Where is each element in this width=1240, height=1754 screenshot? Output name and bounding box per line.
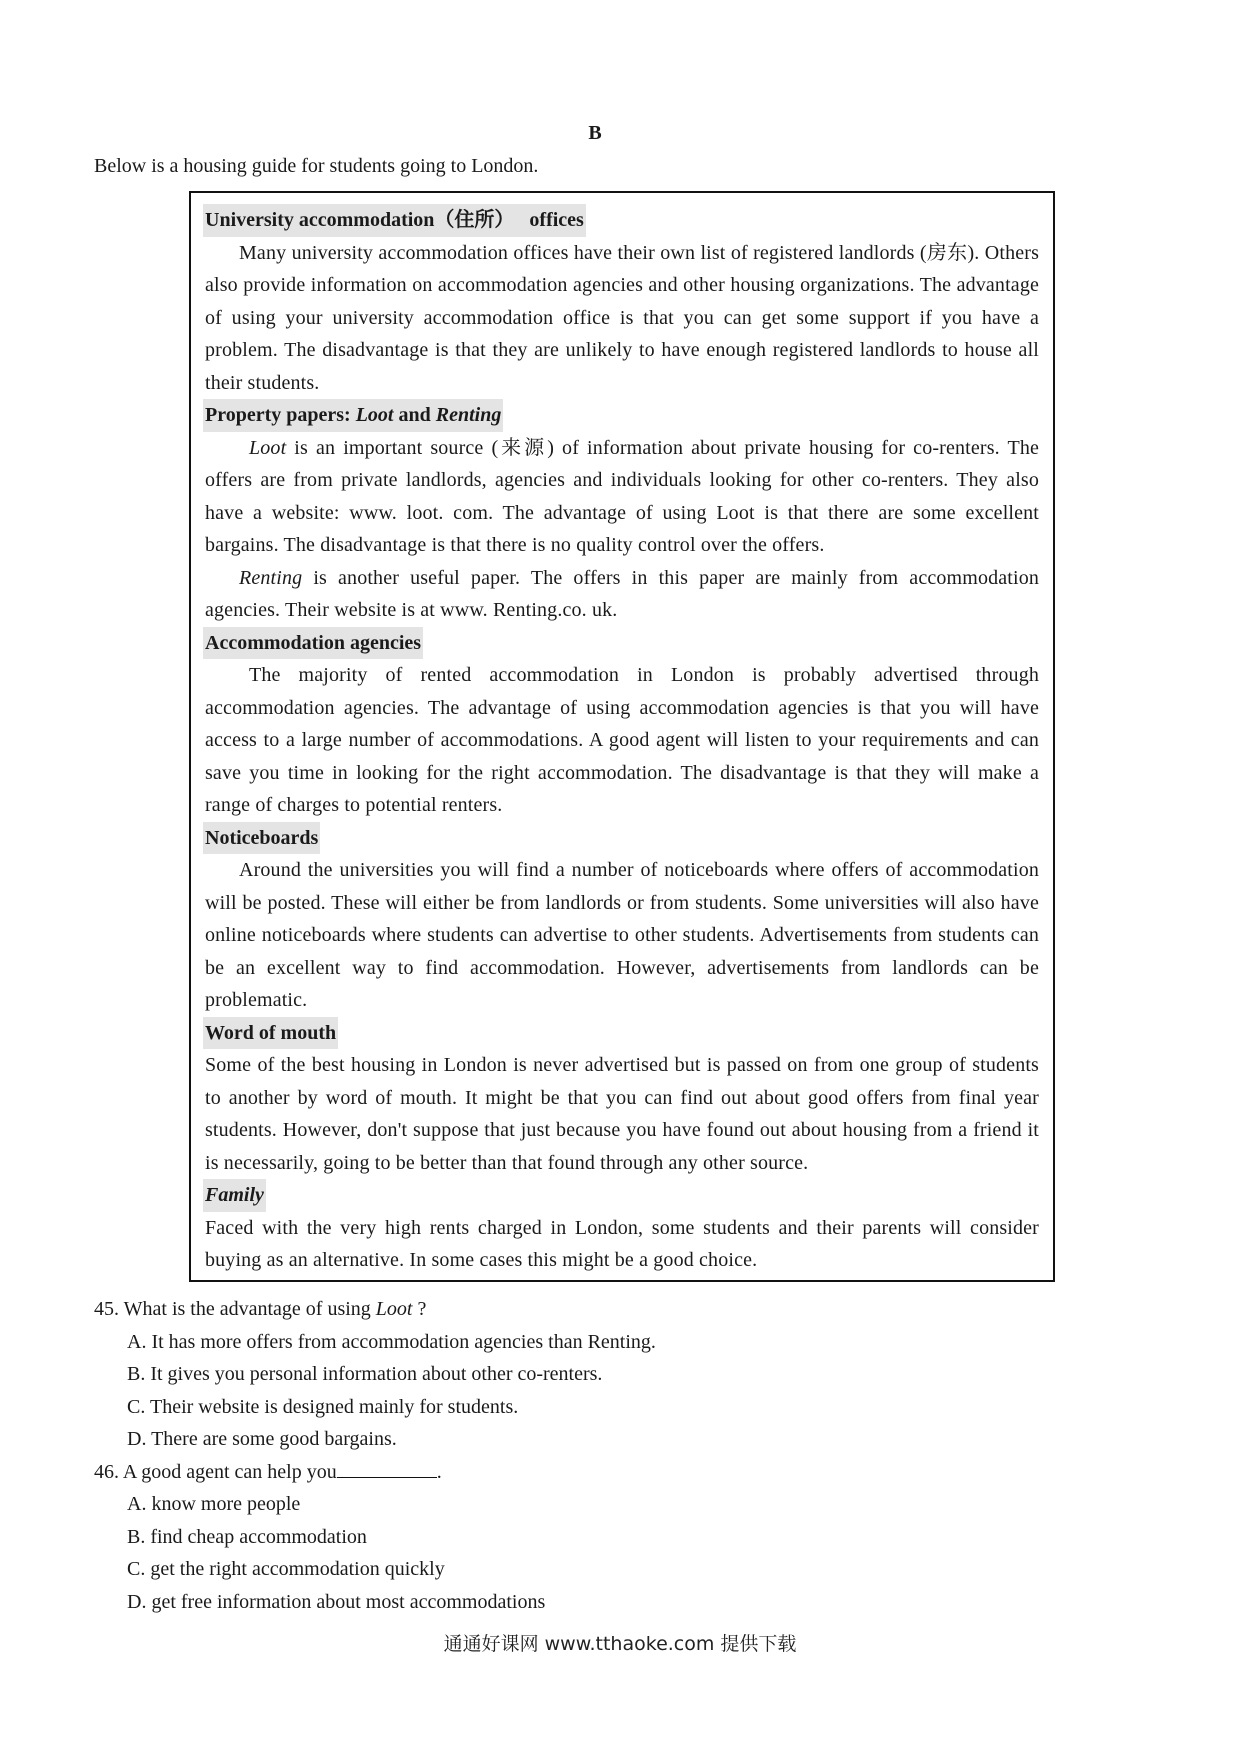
question-46-option-b: B. find cheap accommodation [127,1525,367,1548]
question-45-option-c: C. Their website is designed mainly for students. [127,1395,519,1418]
question-45 [94,1293,1094,1326]
renting-text: is another useful paper. The offers in this paper are mainly from accommodation agencies. Their website is at www. Renting.co. uk. [205,566,1039,621]
loot-paragraph [205,432,1039,562]
university-heading [203,204,586,237]
renting-title: Renting [239,566,303,589]
question-45-loot: Loot [375,1298,413,1320]
intro-text: Below is a housing guide for students going to London. [94,155,539,177]
question-45-suffix: ? [412,1298,427,1320]
questions-section [94,1293,1094,1618]
property-papers-heading [203,399,503,432]
loot-title: Loot [249,436,287,459]
agencies-paragraph: The majority of rented accommodation in London is probably advertised through accommodation agencies. The advantage of using accommodation agencies is that you will have access to a large number of accommodations. A good agent will listen to your requirements and can save you time in looking for the right accommodation. The disadvantage is that they will make a range of charges to potential renters. [205,664,1039,816]
footer-watermark: 通通好课网 www.tthaoke.com 提供下载 [443,1633,797,1655]
loot-text: is an important source (来源) of information about private housing for co-renters. The offers are from private landlords, agencies and individuals looking for other co-renters. They also have a website: www. loot. com. The advantage of using Loot is that there are some excellent bargains. The disadvantage is that there is no quality control over the offers. [205,436,1039,556]
question-46-prefix: 46. A good agent can help you [94,1460,337,1483]
question-45-option-d: D. There are some good bargains. [127,1428,397,1450]
question-45-option-b: B. It gives you personal information about other co-renters. [127,1363,603,1385]
question-45-option-a: A. It has more offers from accommodation agencies than Renting. [127,1330,656,1353]
family-heading-text: Family [205,1184,264,1206]
section-letter: B [588,122,602,144]
family-paragraph: Faced with the very high rents charged in London, some students and their parents will consider buying as an alternative. In some cases this might be a good choice. [205,1216,1039,1271]
answer-blank [337,1459,437,1478]
question-46-suffix: . [436,1460,442,1483]
family-heading [203,1179,266,1212]
university-heading-offices: offices [529,209,584,231]
question-46 [94,1456,1094,1489]
property-papers-heading-text: Property papers: [205,404,356,426]
noticeboards-heading: Noticeboards [203,822,320,855]
question-45-prefix: 45. What is the advantage of using [94,1298,376,1320]
word-of-mouth-heading: Word of mouth [203,1017,338,1050]
question-46-option-d: D. get free information about most accommodations [127,1590,546,1613]
property-papers-heading-renting: Renting [435,404,502,426]
renting-paragraph [205,562,1039,627]
university-paragraph: Many university accommodation offices have their own list of registered landlords (房东). Others also provide information on accommodation agencies and other housing organizations. The advantage of using your university accommodation office is that you can get some support if you have a problem. The disadvantage is that they are unlikely to have enough registered landlords to house all their students. [205,241,1039,394]
housing-guide-box [189,191,1055,1282]
noticeboards-paragraph: Around the universities you will find a number of noticeboards where offers of accommodation will be posted. These will either be from landlords or from students. Some universities will also have online noticeboards where students can advertise to other students. Advertisements from students can be an excellent way to find accommodation. However, advertisements from landlords can be problematic. [205,859,1039,1011]
agencies-heading: Accommodation agencies [203,627,423,660]
property-papers-heading-loot: Loot [355,404,394,426]
university-heading-text: University accommodation（住所） [205,209,515,231]
word-of-mouth-paragraph: Some of the best housing in London is never advertised but is passed on from one group of students to another by word of mouth. It might be that you can find out about good offers from final year students. However, don't suppose that just because you have found out about housing from a friend it is necessarily, going to be better than that found through any other source. [205,1054,1039,1174]
question-46-option-a: A. know more people [127,1493,301,1515]
question-46-option-c: C. get the right accommodation quickly [127,1558,445,1580]
property-papers-heading-and: and [393,404,436,426]
